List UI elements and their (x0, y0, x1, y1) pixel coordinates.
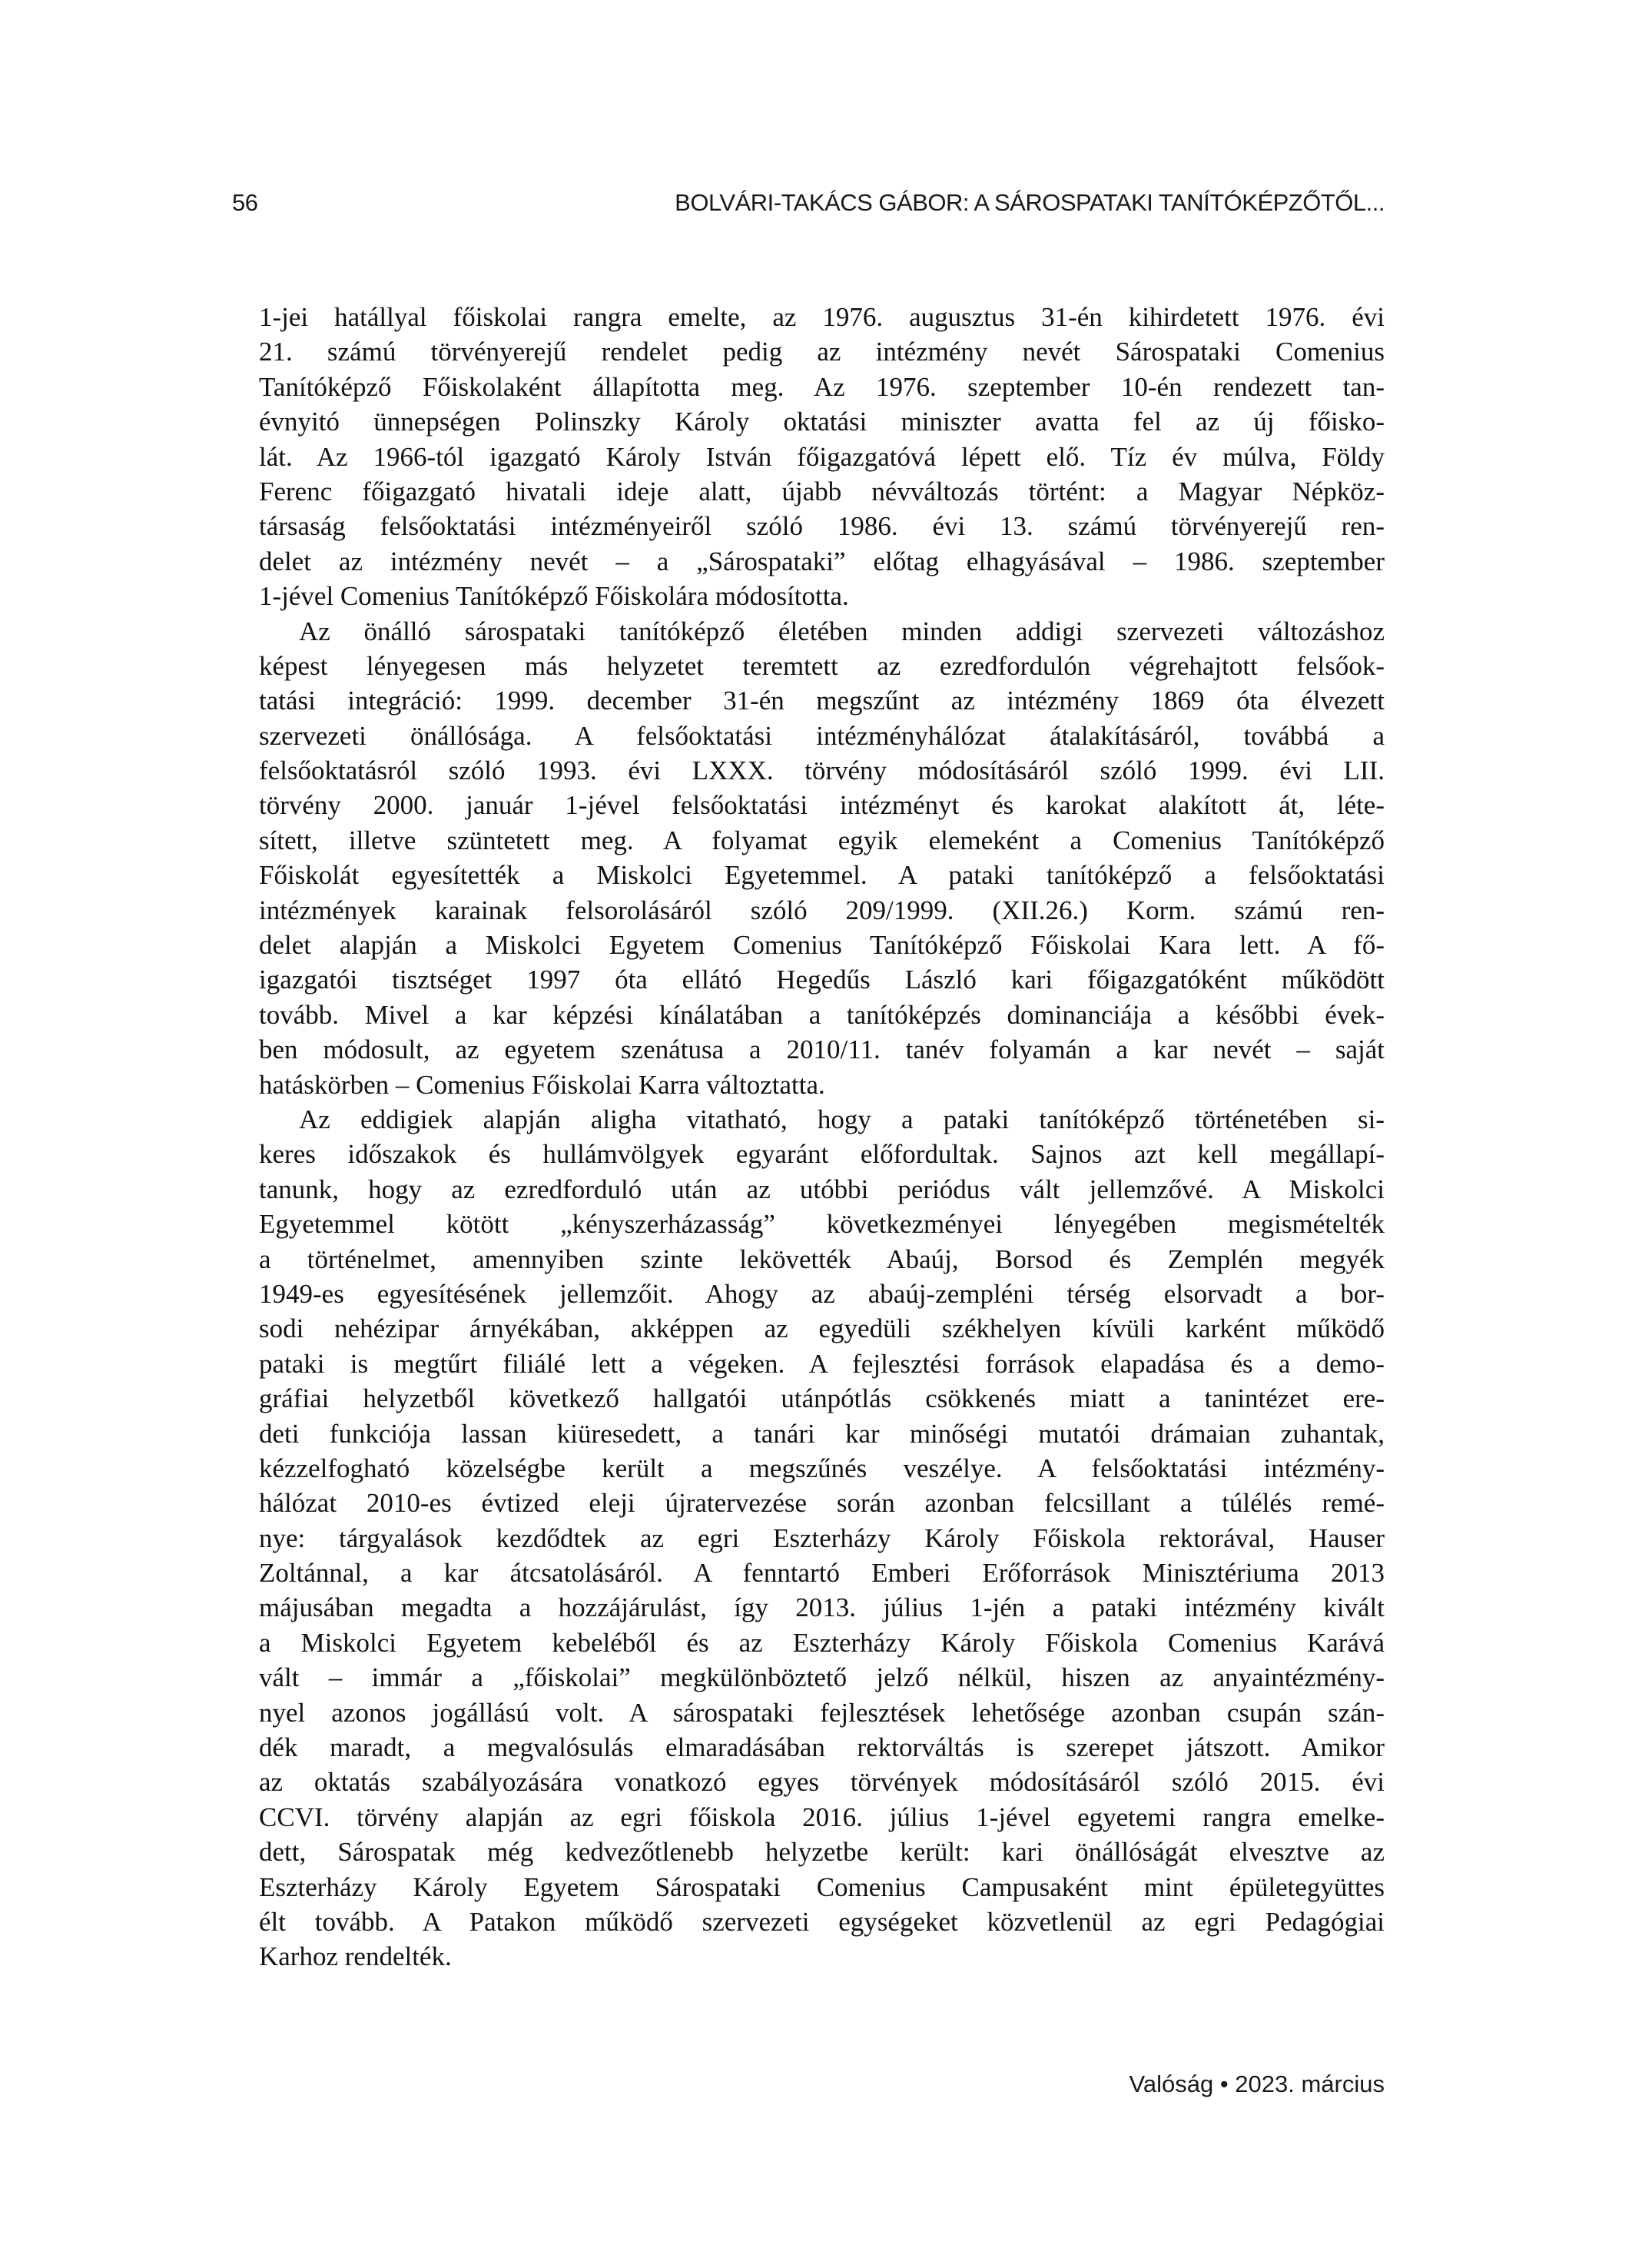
text-line: CCVI. törvény alapján az egri főiskola 2016. július 1-jével egyetemi rangra emelke- (259, 1801, 1385, 1832)
text-line: Az önálló sárospataki tanítóképző életében minden addigi szervezeti változáshoz (299, 616, 1385, 646)
text-line: nye: tárgyalások kezdődtek az egri Eszterházy Károly Főiskola rektorával, Hauser (259, 1523, 1385, 1553)
text-line: Zoltánnal, a kar átcsatolásáról. A fenntartó Emberi Erőforrások Minisztériuma 2013 (259, 1558, 1385, 1589)
paragraph (259, 614, 1385, 1102)
text-line: 1-jei hatállyal főiskolai rangra emelte, az 1976. augusztus 31-én kihirdetett 1976. évi (259, 302, 1385, 332)
text-line: a történelmet, amennyiben szinte lekövették Abaúj, Borsod és Zemplén megyék (259, 1244, 1385, 1274)
text-line: dett, Sárospatak még kedvezőtlenebb helyzetbe került: kari önállóságát elvesztve az (259, 1837, 1385, 1868)
text-line: tovább. Mivel a kar képzési kínálatában a tanítóképzés dominanciája a későbbi évek- (259, 999, 1385, 1030)
paragraph (259, 300, 1385, 614)
text-line: felsőoktatásról szóló 1993. évi LXXX. törvény módosításáról szóló 1999. évi LII. (259, 755, 1385, 786)
text-line: ben módosult, az egyetem szenátusa a 2010/11. tanév folyamán a kar nevét – saját (259, 1034, 1385, 1065)
journal-footer: Valóság • 2023. március (1129, 2070, 1385, 2097)
text-line: gráfiai helyzetből következő hallgatói utánpótlás csökkenés miatt a tanintézet ere- (259, 1383, 1385, 1414)
text-line: pataki is megtűrt filiálé lett a végeken. A fejlesztési források elapadása és a demo- (259, 1348, 1385, 1379)
text-line: delet alapján a Miskolci Egyetem Comenius Tanítóképző Főiskolai Kara lett. A fő- (259, 930, 1385, 961)
text-line: Az eddigiek alapján aligha vitatható, hogy a pataki tanítóképző történetében si- (299, 1104, 1385, 1134)
text-line: Tanítóképző Főiskolaként állapította meg. Az 1976. szeptember 10-én rendezett tan- (259, 371, 1385, 402)
text-line: Eszterházy Károly Egyetem Sárospataki Comenius Campusaként mint épületegyüttes (259, 1871, 1385, 1902)
text-line: Ferenc főigazgató hivatali ideje alatt, újabb névváltozás történt: a Magyar Népköz- (259, 476, 1385, 506)
text-line: szervezeti önállósága. A felsőoktatási intézményhálózat átalakításáról, továbbá a (259, 720, 1385, 751)
text-line: deti funkciója lassan kiüresedett, a tanári kar minőségi mutatói drámaian zuhantak, (259, 1418, 1385, 1449)
text-line: igazgatói tisztséget 1997 óta ellátó Hegedűs László kari főigazgatóként működött (259, 965, 1385, 995)
text-line: 1-jével Comenius Tanítóképző Főiskolára módosította. (259, 581, 849, 612)
text-line: tanunk, hogy az ezredforduló után az utóbbi periódus vált jellemzővé. A Miskolci (259, 1174, 1385, 1204)
text-line: sített, illetve szüntetett meg. A folyamat egyik elemeként a Comenius Tanítóképző (259, 825, 1385, 855)
text-line: képest lényegesen más helyzetet teremtett az ezredfordulón végrehajtott felsőok- (259, 650, 1385, 681)
text-line: delet az intézmény nevét – a „Sárospataki” előtag elhagyásával – 1986. szeptember (259, 546, 1385, 576)
text-line: 1949-es egyesítésének jellemzőit. Ahogy az abaúj-zempléni térség elsorvadt a bor- (259, 1278, 1385, 1309)
text-line: lát. Az 1966-tól igazgató Károly István főigazgatóvá lépett elő. Tíz év múlva, Földy (259, 441, 1385, 472)
text-line: keres időszakok és hullámvölgyek egyaránt előfordultak. Sajnos azt kell megállapí- (259, 1139, 1385, 1170)
text-line: 21. számú törvényerejű rendelet pedig az intézmény nevét Sárospataki Comenius (259, 337, 1385, 367)
text-line: hálózat 2010-es évtized eleji újratervezése során azonban felcsillant a túlélés remé- (259, 1488, 1385, 1519)
text-line: az oktatás szabályozására vonatkozó egyes törvények módosításáról szóló 2015. évi (259, 1767, 1385, 1798)
text-line: Egyetemmel kötött „kényszerházasság” következményei lényegében megismételték (259, 1209, 1385, 1240)
text-line: évnyitó ünnepségen Polinszky Károly oktatási miniszter avatta fel az új főisko- (259, 407, 1385, 437)
text-line: tatási integráció: 1999. december 31-én megszűnt az intézmény 1869 óta élvezett (259, 686, 1385, 716)
running-head (232, 189, 1385, 220)
text-line: intézmények karainak felsorolásáról szóló 209/1999. (XII.26.) Korm. számú ren- (259, 895, 1385, 925)
page-number: 56 (232, 189, 258, 216)
running-title: BOLVÁRI-TAKÁCS GÁBOR: A SÁROSPATAKI TANÍTÓKÉPZŐTŐL... (675, 189, 1385, 216)
text-line: a Miskolci Egyetem kebeléből és az Eszterházy Károly Főiskola Comenius Karává (259, 1627, 1385, 1658)
text-line: vált – immár a „főiskolai” megkülönböztető jelző nélkül, hiszen az anyaintézmény- (259, 1662, 1385, 1693)
article-body (259, 300, 1385, 1974)
text-line: hatáskörben – Comenius Főiskolai Karra változtatta. (259, 1069, 825, 1100)
text-line: törvény 2000. január 1-jével felsőoktatási intézményt és karokat alakított át, léte- (259, 790, 1385, 821)
text-line: Főiskolát egyesítették a Miskolci Egyetemmel. A pataki tanítóképző a felsőoktatási (259, 860, 1385, 891)
text-line: májusában megadta a hozzájárulást, így 2013. július 1-jén a pataki intézmény kivált (259, 1592, 1385, 1623)
paragraph (259, 1102, 1385, 1974)
text-line: nyel azonos jogállású volt. A sárospataki fejlesztések lehetősége azonban csupán szán- (259, 1697, 1385, 1728)
text-line: Karhoz rendelték. (259, 1941, 452, 1972)
text-line: sodi nehézipar árnyékában, akképpen az egyedüli székhelyen kívüli karként működő (259, 1313, 1385, 1344)
text-line: kézzelfogható közelségbe került a megszűnés veszélye. A felsőoktatási intézmény- (259, 1453, 1385, 1483)
text-line: élt tovább. A Patakon működő szervezeti egységeket közvetlenül az egri Pedagógiai (259, 1906, 1385, 1937)
text-line: társaság felsőoktatási intézményeiről szóló 1986. évi 13. számú törvényerejű ren- (259, 511, 1385, 542)
text-line: dék maradt, a megvalósulás elmaradásában rektorváltás is szerepet játszott. Amikor (259, 1732, 1385, 1763)
